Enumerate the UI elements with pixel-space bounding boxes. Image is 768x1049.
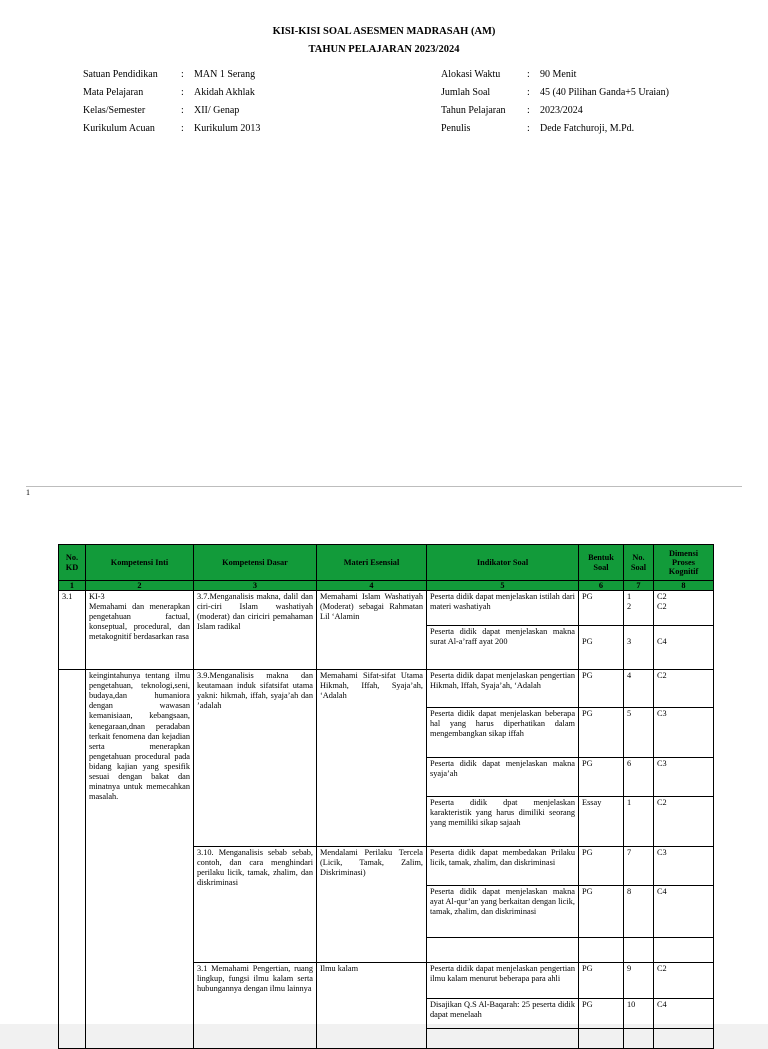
- column-number: 7: [624, 581, 654, 591]
- no-soal-cell: 3: [624, 626, 654, 670]
- meta-row: [441, 87, 669, 105]
- dimensi-cell: [654, 591, 714, 626]
- bentuk-soal-cell: PG: [579, 591, 624, 626]
- bentuk-soal-cell: [579, 938, 624, 963]
- kompetensi-inti-cell: [86, 591, 194, 670]
- col-header: Materi Esensial: [317, 545, 427, 581]
- kompetensi-dasar-cell: 3.9.Menganalisis makna dan keutamaan induk sifatsifat utama yakni: hikmah, iffah, syaja’ah dan ’adalah: [194, 670, 317, 847]
- col-header: Kompetensi Inti: [86, 545, 194, 581]
- meta-row: [83, 69, 260, 87]
- no-soal-cell: [624, 938, 654, 963]
- meta-value: 2023/2024: [540, 105, 583, 116]
- column-number-row: [59, 581, 714, 591]
- meta-key: Mata Pelajaran: [83, 87, 144, 98]
- dimensi-cell: C4: [654, 999, 714, 1029]
- meta-colon: :: [181, 87, 184, 98]
- kisi-kisi-table: [58, 544, 714, 1049]
- col-header: Kompetensi Dasar: [194, 545, 317, 581]
- meta-row: [83, 123, 260, 141]
- page-divider: [26, 486, 742, 487]
- indikator-cell: Disajikan Q.S Al-Baqarah: 25 peserta didik dapat menelaah: [427, 999, 579, 1029]
- no-soal-cell: 8: [624, 886, 654, 938]
- indikator-cell: Peserta didik dapat menjelaskan beberapa hal yang harus diperhatikan dalam mengembangkan sikap iffah: [427, 708, 579, 758]
- bentuk-soal-cell: [579, 1029, 624, 1049]
- dimensi-cell: C3: [654, 758, 714, 797]
- document-title: KISI-KISI SOAL ASESMEN MADRASAH (AM): [272, 26, 496, 37]
- table-header-row: [59, 545, 714, 581]
- dimensi-cell: C2: [654, 797, 714, 847]
- meta-key: Satuan Pendidikan: [83, 69, 158, 80]
- indikator-cell: Peserta didik dapat menjelaskan makna syaja’ah: [427, 758, 579, 797]
- indikator-cell: Peserta didik dapat menjelaskan istilah dari materi washatiyah: [427, 591, 579, 626]
- col-header: Indikator Soal: [427, 545, 579, 581]
- dimensi-cell: C3: [654, 847, 714, 886]
- dimensi-value: C2: [657, 592, 667, 601]
- meta-value: XII/ Genap: [194, 105, 240, 116]
- meta-right: [441, 69, 669, 141]
- meta-key: Alokasi Waktu: [441, 69, 501, 80]
- indikator-cell: Peserta didik dapat menjelaskan pengertian ilmu kalam menurut beberapa para ahli: [427, 963, 579, 999]
- bentuk-soal-cell: PG: [579, 886, 624, 938]
- no-soal-cell: 6: [624, 758, 654, 797]
- bentuk-soal-cell: PG: [579, 963, 624, 999]
- indikator-cell: Peserta didik dpat menjelaskan karakteristik yang harus dimiliki seorang yang memiliki sikap sajaah: [427, 797, 579, 847]
- meta-value: Kurikulum 2013: [194, 123, 261, 134]
- meta-colon: :: [181, 69, 184, 80]
- meta-value: MAN 1 Serang: [194, 69, 256, 80]
- meta-key: Kurikulum Acuan: [83, 123, 155, 134]
- meta-value: 90 Menit: [540, 69, 577, 80]
- col-header: Dimensi Proses Kognitif: [654, 545, 714, 581]
- no-soal-cell: 5: [624, 708, 654, 758]
- meta-value: Dede Fatchuroji, M.Pd.: [540, 123, 635, 134]
- meta-colon: :: [527, 123, 530, 134]
- indikator-cell: [427, 1029, 579, 1049]
- dimensi-cell: C2: [654, 670, 714, 708]
- indikator-cell: [427, 938, 579, 963]
- no-soal-value: 1: [627, 592, 632, 601]
- meta-colon: :: [527, 69, 530, 80]
- ki-text: Memahami dan menerapkan pengetahuan factual, konseptual, procedural, dan metakognitif berdasarkan rasa: [89, 602, 190, 642]
- kompetensi-dasar-cell: 3.7.Menganalisis makna, dalil dan ciri-ciri Islam washatiyah (moderat) dan ciriciri pemahaman Islam radikal: [194, 591, 317, 670]
- meta-row: [441, 105, 669, 123]
- indikator-cell: Peserta didik dapat menjelaskan makna ayat Al-qur’an yang berkaitan dengan licik, tamak, zhalim, dan diskriminasi: [427, 886, 579, 938]
- meta-value: Akidah Akhlak: [194, 87, 255, 98]
- dimensi-cell: C4: [654, 886, 714, 938]
- bentuk-soal-cell: PG: [579, 708, 624, 758]
- no-soal-value: 2: [627, 602, 632, 612]
- bentuk-soal-cell: PG: [579, 758, 624, 797]
- dimensi-cell: [654, 938, 714, 963]
- table-row: [59, 670, 714, 708]
- meta-row: [441, 123, 669, 141]
- bentuk-soal-cell: PG: [579, 626, 624, 670]
- meta-value: 45 (40 Pilihan Ganda+5 Uraian): [540, 87, 669, 98]
- bentuk-soal-cell: PG: [579, 847, 624, 886]
- materi-esensial-cell: Memahami Islam Washatiyah (Moderat) sebagai Rahmatan Lil ‘Alamin: [317, 591, 427, 670]
- no-soal-cell: 9: [624, 963, 654, 999]
- no-soal-cell: [624, 1029, 654, 1049]
- column-number: 1: [59, 581, 86, 591]
- meta-row: [83, 105, 260, 123]
- meta-key: Jumlah Soal: [441, 87, 491, 98]
- dimensi-cell: C4: [654, 626, 714, 670]
- page-number: 1: [26, 488, 30, 497]
- meta-key: Penulis: [441, 123, 471, 134]
- kompetensi-dasar-cell: 3.1 Memahami Pengertian, ruang lingkup, fungsi ilmu kalam serta hubungannya dengan ilmu lainnya: [194, 963, 317, 1049]
- column-number: 8: [654, 581, 714, 591]
- col-header: No. Soal: [624, 545, 654, 581]
- materi-esensial-cell: Ilmu kalam: [317, 963, 427, 1049]
- dimensi-cell: [654, 1029, 714, 1049]
- kompetensi-dasar-cell: 3.10. Menganalisis sebab sebab, contoh, dan cara menghindari perilaku licik, tamak, zhalim, dan diskriminasi: [194, 847, 317, 963]
- table-row: [59, 591, 714, 626]
- dimensi-cell: C2: [654, 963, 714, 999]
- column-number: 6: [579, 581, 624, 591]
- bentuk-soal-cell: Essay: [579, 797, 624, 847]
- col-header: Bentuk Soal: [579, 545, 624, 581]
- col-header: No. KD: [59, 545, 86, 581]
- meta-colon: :: [527, 105, 530, 116]
- meta-row: [83, 87, 260, 105]
- indikator-cell: Peserta didik dapat membedakan Prilaku licik, tamak, zhalim, dan diskriminasi: [427, 847, 579, 886]
- bentuk-soal-cell: PG: [579, 999, 624, 1029]
- meta-left: [83, 69, 260, 141]
- column-number: 3: [194, 581, 317, 591]
- column-number: 5: [427, 581, 579, 591]
- dimensi-value: C2: [657, 602, 667, 612]
- meta-key: Tahun Pelajaran: [441, 105, 506, 116]
- meta-row: [441, 69, 669, 87]
- document-subtitle: TAHUN PELAJARAN 2023/2024: [308, 44, 460, 55]
- kd-number-cell: 3.1: [59, 591, 86, 670]
- materi-esensial-cell: Memahami Sifat-sifat Utama Hikmah, Iffah, Syaja’ah, ‘Adalah: [317, 670, 427, 847]
- ki-label: KI-3: [89, 592, 105, 601]
- meta-colon: :: [181, 105, 184, 116]
- meta-colon: :: [527, 87, 530, 98]
- dimensi-cell: C3: [654, 708, 714, 758]
- no-soal-cell: 4: [624, 670, 654, 708]
- meta-key: Kelas/Semester: [83, 105, 146, 116]
- indikator-cell: Peserta didik dapat menjelaskan makna surat Al-a’raff ayat 200: [427, 626, 579, 670]
- meta-colon: :: [181, 123, 184, 134]
- bentuk-soal-cell: PG: [579, 670, 624, 708]
- no-soal-cell: 10: [624, 999, 654, 1029]
- kompetensi-inti-cell: keingintahunya tentang ilmu pengetahuan, teknologi,seni, budaya,dan humaniora dengan wawasan kemanisiaan, kebangsaan, kenegaraan,dnan peradaban terkait fenomena dan kejadian serta menerapkan pengetahuan procedural pada bidang kajian yang spesifik sesuai dengan bakat dan minatnya untuk memecahkan masalah.: [86, 670, 194, 1049]
- no-soal-cell: [624, 591, 654, 626]
- indikator-cell: Peserta didik dapat menjelaskan pengertian Hikmah, Iffah, Syaja’ah, ‘Adalah: [427, 670, 579, 708]
- no-soal-cell: 7: [624, 847, 654, 886]
- column-number: 4: [317, 581, 427, 591]
- kd-number-cell: [59, 670, 86, 1049]
- no-soal-cell: 1: [624, 797, 654, 847]
- column-number: 2: [86, 581, 194, 591]
- materi-esensial-cell: Mendalami Perilaku Tercela (Licik, Tamak, Zalim, Diskriminasi): [317, 847, 427, 963]
